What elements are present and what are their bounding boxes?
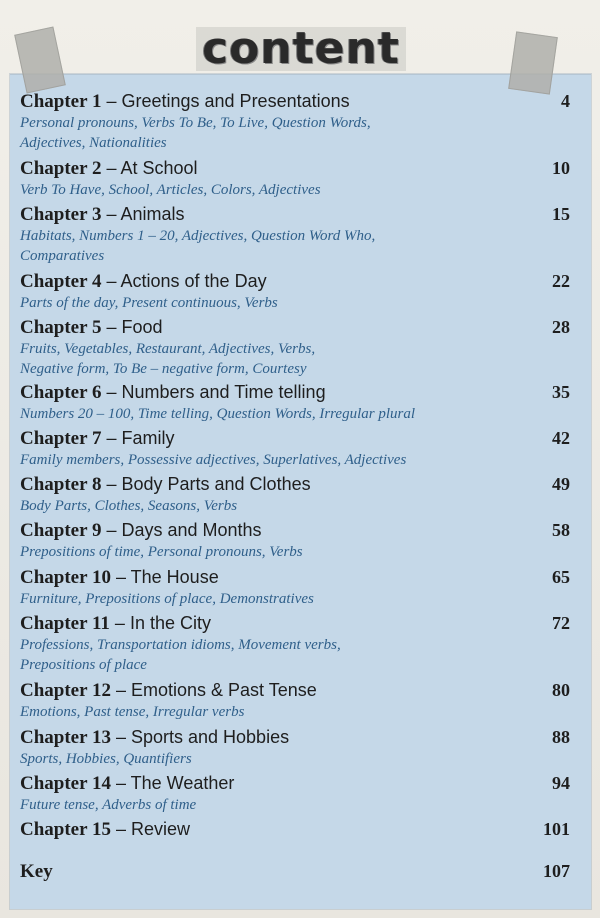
chapter-entry[interactable]	[20, 566, 570, 612]
chapter-entry[interactable]	[20, 381, 570, 427]
chapter-page-number: 15	[552, 204, 570, 224]
chapter-topics-line: Verb To Have, School, Articles, Colors, Adjectives	[20, 182, 321, 198]
chapter-title: Animals	[120, 204, 185, 224]
chapter-entry[interactable]	[20, 473, 570, 519]
chapter-heading	[20, 90, 350, 113]
chapter-title: The House	[130, 567, 219, 587]
chapter-topics-line: Body Parts, Clothes, Seasons, Verbs	[20, 498, 238, 514]
chapter-topics-line: Future tense, Adverbs of time	[20, 797, 197, 813]
chapter-heading-row	[20, 157, 570, 180]
chapter-topics-line: Personal pronouns, Verbs To Be, To Live, Question Words,	[20, 115, 371, 131]
chapter-number: Chapter 5	[20, 317, 102, 338]
chapter-entry[interactable]	[20, 316, 570, 381]
chapter-entry[interactable]	[20, 90, 570, 157]
chapter-title: At School	[120, 158, 198, 178]
chapter-entry[interactable]	[20, 726, 570, 772]
chapter-dash: –	[110, 567, 131, 587]
chapter-heading	[20, 473, 311, 496]
chapter-dash: –	[110, 773, 131, 793]
chapter-topics-line: Comparatives	[20, 248, 105, 264]
chapter-dash: –	[101, 204, 121, 224]
chapter-heading	[20, 157, 198, 180]
chapter-entry[interactable]	[20, 203, 570, 270]
chapter-topics-line: Habitats, Numbers 1 – 20, Adjectives, Question Word Who,	[20, 228, 376, 244]
chapter-entry[interactable]	[20, 772, 570, 818]
chapter-heading-row	[20, 270, 570, 293]
chapter-number: Chapter 9	[20, 520, 102, 541]
chapter-entry[interactable]	[20, 427, 570, 473]
chapter-heading	[20, 566, 219, 589]
chapter-heading	[20, 818, 190, 841]
chapter-heading-row	[20, 818, 570, 841]
chapter-page-number: 65	[552, 567, 570, 587]
chapter-heading-row	[20, 381, 570, 404]
chapter-topics-line: Numbers 20 – 100, Time telling, Question Words, Irregular plural	[20, 406, 416, 422]
chapter-topics-line: Adjectives, Nationalities	[20, 135, 167, 151]
chapter-topics-line: Emotions, Past tense, Irregular verbs	[20, 704, 245, 720]
chapter-heading-row	[20, 772, 570, 795]
table-of-contents	[20, 90, 570, 883]
chapter-topics-line: Professions, Transportation idioms, Movement verbs,	[20, 637, 341, 653]
chapter-topics-line: Fruits, Vegetables, Restaurant, Adjectives, Verbs,	[20, 341, 316, 357]
chapter-heading	[20, 772, 234, 795]
chapter-topics-line: Prepositions of place	[20, 657, 147, 673]
tape-strip-right	[508, 31, 558, 94]
chapter-dash: –	[110, 819, 131, 839]
chapter-number: Chapter 14	[20, 773, 111, 794]
chapter-heading	[20, 427, 174, 450]
chapter-page-number: 101	[543, 819, 570, 839]
chapter-title: The Weather	[130, 773, 235, 793]
chapter-number: Chapter 12	[20, 680, 111, 701]
chapter-title: Numbers and Time telling	[121, 382, 326, 402]
chapter-topics-line: Negative form, To Be – negative form, Courtesy	[20, 361, 307, 377]
chapter-title: Actions of the Day	[120, 271, 267, 291]
chapter-heading	[20, 203, 185, 226]
chapter-dash: –	[101, 382, 122, 402]
chapter-page-number: 49	[552, 474, 570, 494]
chapter-topics-line: Family members, Possessive adjectives, Superlatives, Adjectives	[20, 452, 407, 468]
chapter-title: Sports and Hobbies	[130, 727, 290, 747]
chapter-dash: –	[101, 428, 122, 448]
chapter-topics-line: Parts of the day, Present continuous, Verbs	[20, 295, 278, 311]
chapter-dash: –	[101, 158, 121, 178]
chapter-page-number: 4	[561, 91, 570, 111]
chapter-topics-line: Prepositions of time, Personal pronouns, Verbs	[20, 544, 303, 560]
chapter-topics-line: Sports, Hobbies, Quantifiers	[20, 751, 192, 767]
chapter-heading	[20, 270, 267, 293]
chapter-heading-row	[20, 679, 570, 702]
chapter-heading-row	[20, 612, 570, 635]
chapter-page-number: 58	[552, 520, 570, 540]
chapter-dash: –	[110, 680, 131, 700]
chapter-dash: –	[101, 91, 122, 111]
chapter-title: Emotions & Past Tense	[130, 680, 317, 700]
chapter-number: Chapter 1	[20, 91, 102, 112]
chapter-dash: –	[110, 727, 131, 747]
chapter-dash: –	[109, 613, 130, 633]
chapter-dash: –	[101, 271, 121, 291]
chapter-number: Chapter 15	[20, 819, 111, 840]
chapter-dash: –	[101, 520, 122, 540]
chapter-heading-row	[20, 316, 570, 339]
chapter-number: Chapter 4	[20, 271, 102, 292]
chapter-number: Chapter 11	[20, 613, 110, 634]
chapter-page-number: 94	[552, 773, 570, 793]
chapter-number: Chapter 3	[20, 204, 102, 225]
chapter-heading-row	[20, 726, 570, 749]
chapter-title: Body Parts and Clothes	[121, 474, 311, 494]
chapter-number: Chapter 7	[20, 428, 102, 449]
chapter-heading	[20, 381, 326, 404]
key-page-number: 107	[543, 861, 570, 881]
chapter-heading-row	[20, 473, 570, 496]
chapter-heading	[20, 679, 317, 702]
chapter-entry[interactable]	[20, 612, 570, 679]
chapter-title: Food	[121, 317, 163, 337]
chapter-heading-row	[20, 90, 570, 113]
chapter-page-number: 28	[552, 317, 570, 337]
chapter-entry[interactable]	[20, 157, 570, 203]
chapter-page-number: 22	[552, 271, 570, 291]
chapter-topics-line: Furniture, Prepositions of place, Demonstratives	[20, 591, 314, 607]
chapter-entry[interactable]	[20, 679, 570, 726]
chapter-page-number: 88	[552, 727, 570, 747]
chapter-entry[interactable]	[20, 818, 570, 860]
chapter-heading	[20, 726, 289, 749]
chapter-dash: –	[101, 474, 122, 494]
chapter-page-number: 42	[552, 428, 570, 448]
chapter-title: Review	[130, 819, 191, 839]
chapter-heading-row	[20, 203, 570, 226]
chapter-title: Days and Months	[121, 520, 262, 540]
chapter-heading-row	[20, 427, 570, 450]
chapter-number: Chapter 6	[20, 382, 102, 403]
chapter-page-number: 72	[552, 613, 570, 633]
chapter-title: Family	[121, 428, 175, 448]
title-banner	[190, 24, 412, 74]
page-title: content	[196, 27, 406, 71]
key-entry[interactable]	[20, 860, 570, 883]
chapter-number: Chapter 2	[20, 158, 102, 179]
chapter-title: Greetings and Presentations	[121, 91, 350, 111]
chapter-number: Chapter 10	[20, 567, 111, 588]
chapter-heading-row	[20, 566, 570, 589]
chapter-entry[interactable]	[20, 519, 570, 566]
chapter-page-number: 80	[552, 680, 570, 700]
key-label: Key	[20, 861, 53, 882]
chapter-heading	[20, 316, 163, 339]
chapter-entry[interactable]	[20, 270, 570, 316]
chapter-dash: –	[101, 317, 122, 337]
chapter-number: Chapter 13	[20, 727, 111, 748]
chapter-heading-row	[20, 519, 570, 542]
chapter-page-number: 35	[552, 382, 570, 402]
chapter-number: Chapter 8	[20, 474, 102, 495]
chapter-title: In the City	[129, 613, 211, 633]
chapter-heading	[20, 612, 211, 635]
chapter-page-number: 10	[552, 158, 570, 178]
chapter-heading	[20, 519, 262, 542]
